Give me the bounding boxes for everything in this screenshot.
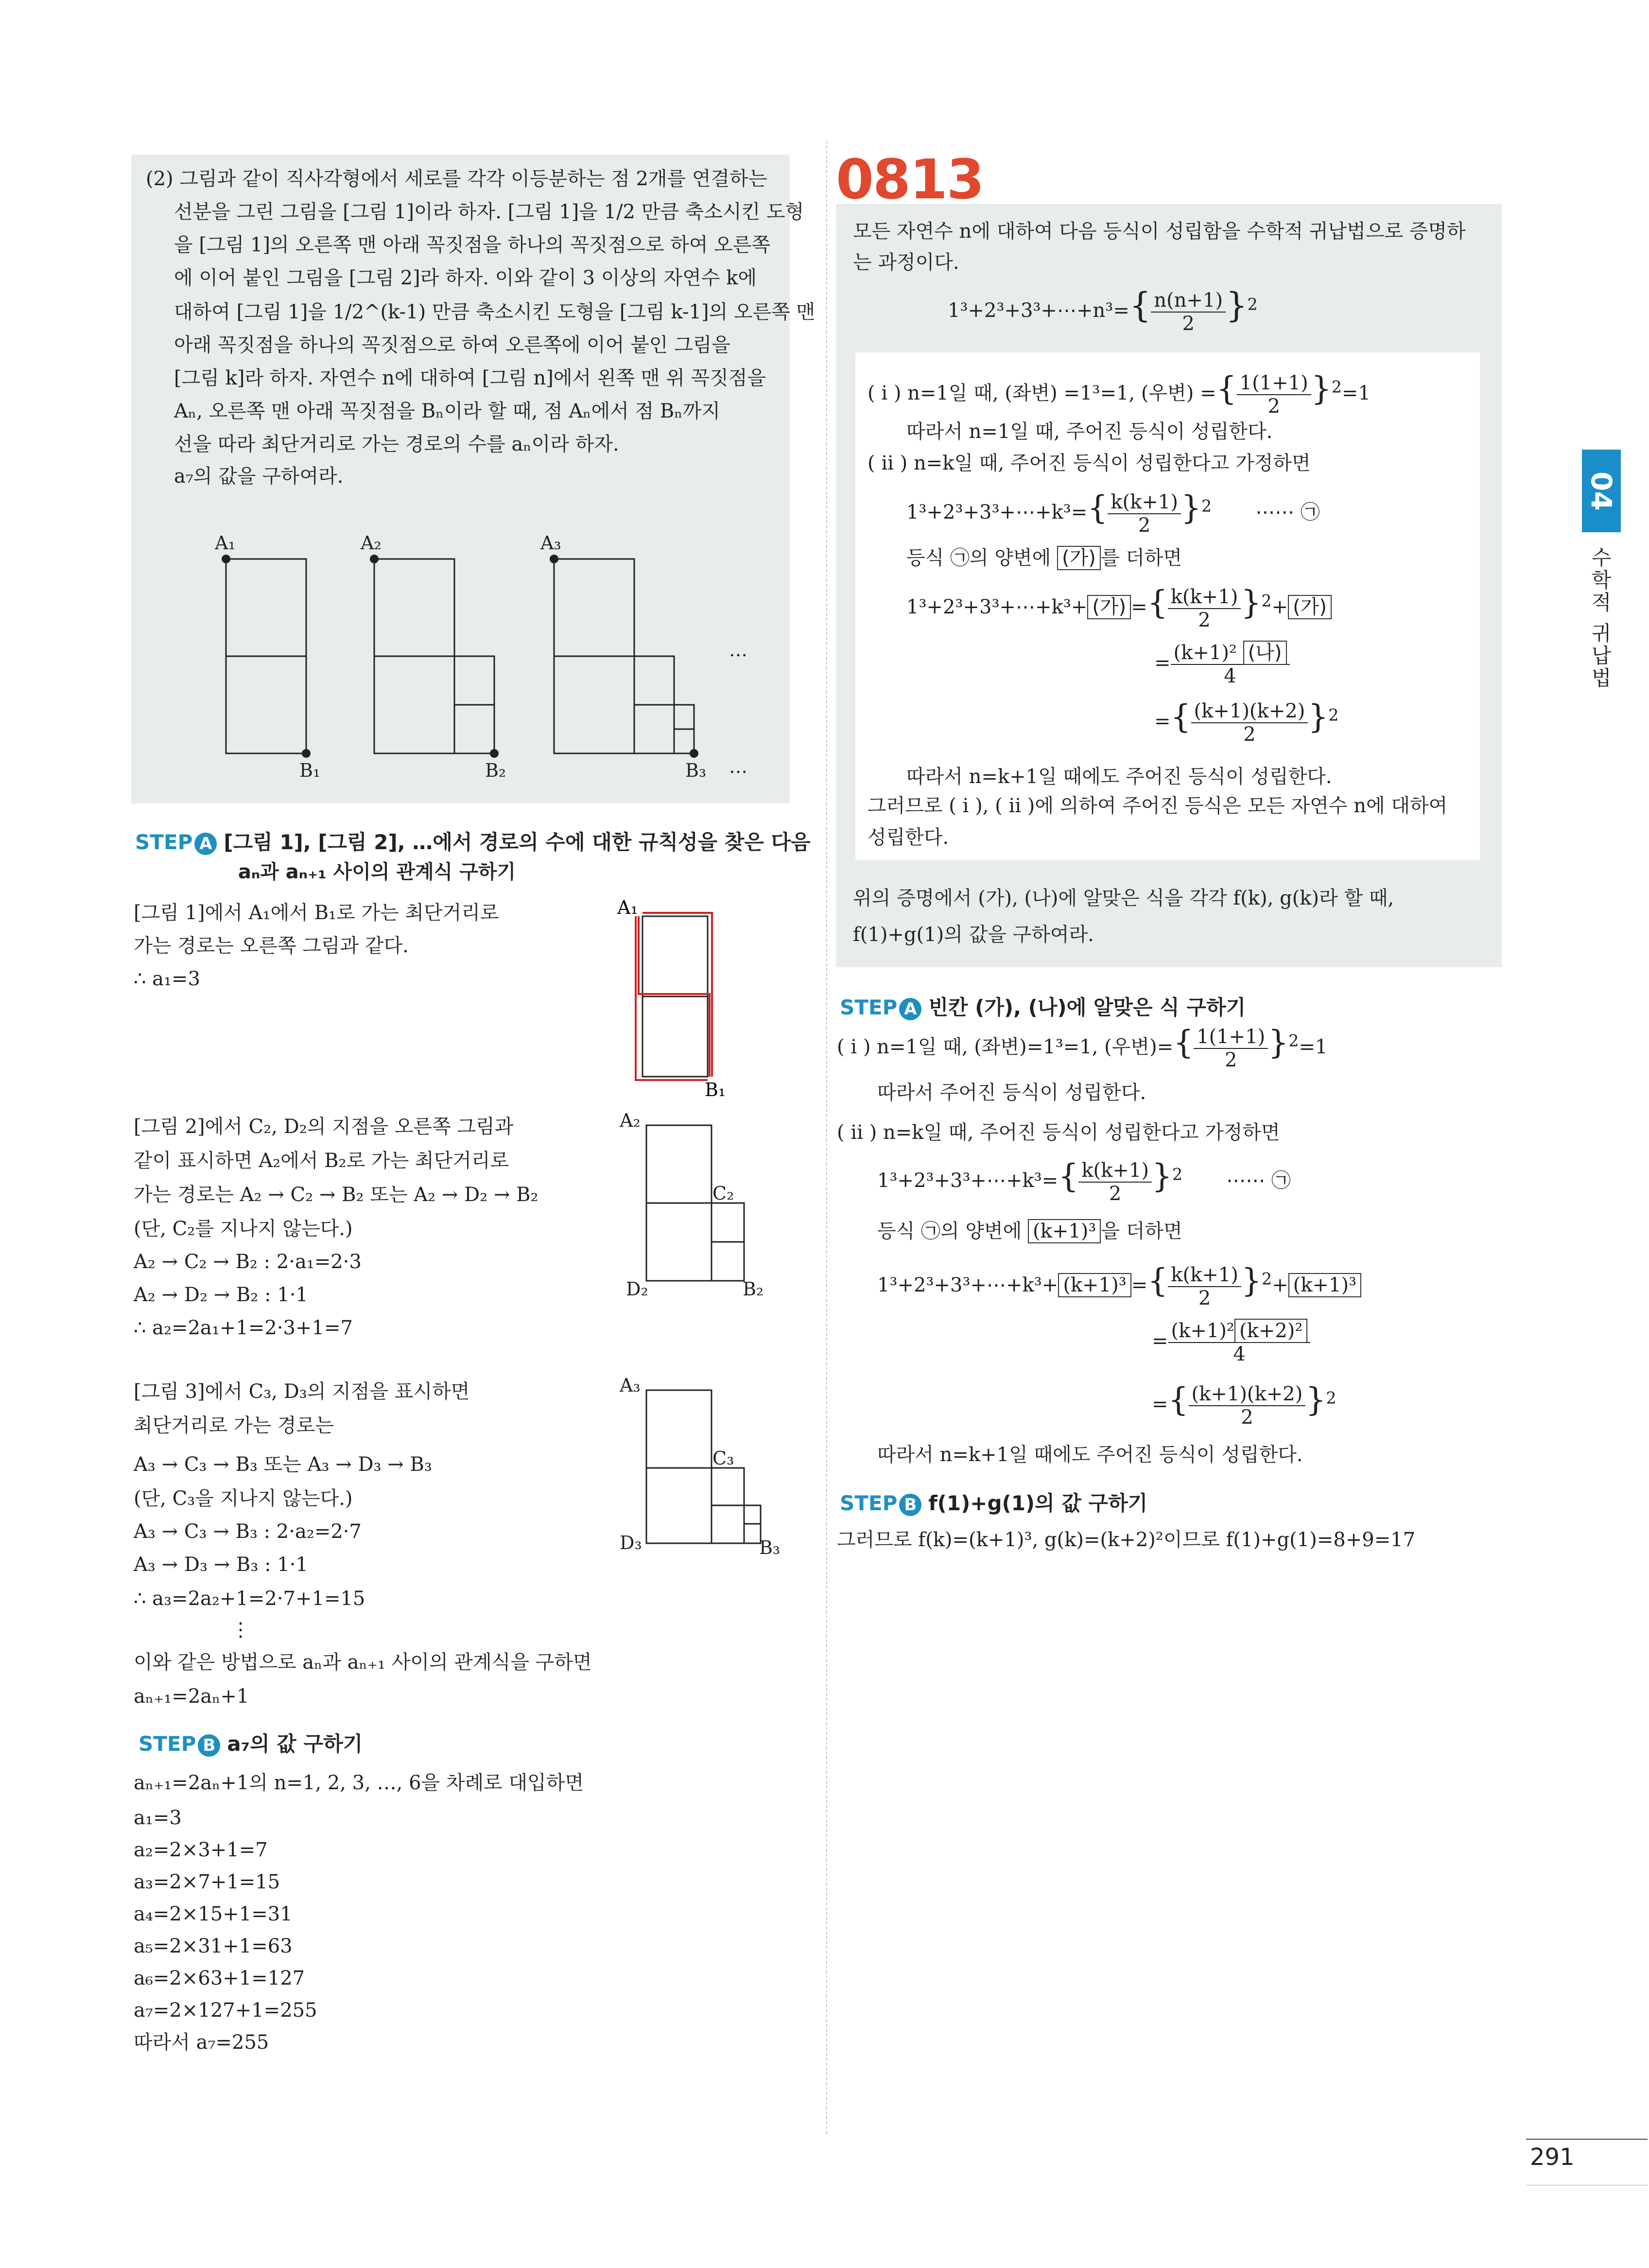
- fraction: [1168, 586, 1241, 631]
- label-b3: B₃: [759, 1537, 781, 1558]
- text-line: A₂ → C₂ → B₂ : 2·a₁=2·3: [134, 1251, 362, 1273]
- text-line: a₇=2×127+1=255: [134, 1999, 317, 2022]
- step-a-heading: [840, 992, 1246, 1021]
- label-c2: C₂: [712, 1183, 734, 1204]
- frac-den: 2: [1138, 514, 1151, 537]
- case-tail: =1: [1341, 382, 1371, 404]
- text-line: aₙ₊₁=2aₙ+1의 n=1, 2, 3, …, 6을 차례로 대입하면: [134, 1772, 584, 1794]
- step-b-heading: [840, 1487, 1147, 1517]
- eq-lhs: 1³+2³+3³+⋯+k³=: [877, 1169, 1059, 1192]
- text-line: 가는 경로는 A₂ → C₂ → B₂ 또는 A₂ → D₂ → B₂: [134, 1184, 538, 1206]
- label-a2: A₂: [620, 1113, 641, 1131]
- text-line: ∴ a₁=3: [134, 968, 201, 990]
- text-line: ⋮: [231, 1619, 250, 1641]
- problem-line: 아래 꼭짓점을 하나의 꼭짓점으로 하여 오른쪽에 이어 붙인 그림을: [174, 334, 730, 356]
- problem-line: Aₙ, 오른쪽 맨 아래 꼭짓점을 Bₙ이라 할 때, 점 Aₙ에서 점 Bₙ까지: [174, 400, 720, 422]
- step-word: STEP: [840, 995, 898, 1019]
- fraction: [1191, 700, 1308, 746]
- problem-figures: [204, 530, 787, 792]
- text-line: (단, C₃을 지나지 않는다.): [134, 1487, 353, 1510]
- frac-num: k(k+1): [1078, 1159, 1152, 1183]
- label-a1: A₁: [617, 899, 638, 918]
- label-d3: D₃: [620, 1532, 642, 1553]
- text-line: aₙ₊₁=2aₙ+1: [134, 1685, 249, 1708]
- chapter-tab: 04: [1582, 450, 1621, 532]
- num-part: (k+1)²: [1173, 642, 1237, 664]
- proof-line: 따라서 n=1일 때, 주어진 등식이 성립한다.: [906, 420, 1273, 443]
- frac-den: 2: [1243, 723, 1256, 746]
- step-title: [그림 1], [그림 2], …에서 경로의 수에 대한 규칙성을 찾은 다음: [224, 830, 811, 854]
- ellipsis: …: [729, 756, 747, 777]
- problem-line: 을 [그림 1]의 오른쪽 맨 아래 꼭짓점을 하나의 꼭짓점으로 하여 오른쪽: [174, 234, 771, 256]
- proof-step-2: [1154, 642, 1290, 687]
- case-tail: =1: [1299, 1036, 1328, 1058]
- intro-line: 모든 자연수 n에 대하여 다음 등식이 성립함을 수학적 귀납법으로 증명하: [853, 220, 1466, 243]
- ellipsis: …: [729, 639, 747, 661]
- text-line: A₃ → D₃ → B₃ : 1·1: [134, 1553, 308, 1576]
- problem-line: a₇의 값을 구하여라.: [174, 465, 344, 488]
- page-number: 291: [1530, 2144, 1575, 2171]
- text-line: [그림 2]에서 C₂, D₂의 지점을 오른쪽 그림과: [134, 1116, 514, 1138]
- sol-line: [877, 1218, 1182, 1245]
- frac-den: 2: [1182, 313, 1195, 335]
- frac-num: (k+1)(k+2): [1189, 1383, 1306, 1406]
- text: 등식 ㉠의 양변에: [877, 1220, 1022, 1242]
- eq-lhs: 1³+2³+3³+⋯+k³=: [906, 501, 1088, 523]
- equals: =: [1154, 652, 1171, 674]
- answer-box-na: (k+2)²: [1234, 1319, 1307, 1343]
- text-line: (단, C₂를 지나지 않는다.): [134, 1218, 353, 1240]
- main-equation: 1³+2³+3³+⋯+n³={ $\frac{n(n+1)}{2}$ }$^2$: [948, 285, 1258, 335]
- frac-den: 4: [1233, 1343, 1246, 1365]
- text: 등식 ㉠의 양변에: [906, 547, 1051, 569]
- sol-line: 따라서 n=k+1일 때에도 주어진 등식이 성립한다.: [877, 1444, 1303, 1466]
- sol-step-2: [1152, 1320, 1310, 1365]
- fraction: [1151, 289, 1226, 335]
- equals: =: [1152, 1330, 1168, 1352]
- proof-hypothesis: 1³+2³+3³+⋯+k³={ $\frac{k(k+1)}{2}$ }$^2$ ⋯⋯ ㉠: [906, 489, 1320, 537]
- label-a2: A₂: [361, 532, 382, 554]
- sol-line: 따라서 주어진 등식이 성립한다.: [877, 1082, 1146, 1104]
- equation-marker: ⋯⋯ ㉠: [1255, 501, 1320, 523]
- step-b-heading: [139, 1728, 363, 1757]
- label-b3: B₃: [685, 760, 707, 781]
- step-a-subtitle: aₙ과 aₙ₊₁ 사이의 관계식 구하기: [238, 861, 516, 883]
- step-word: STEP: [840, 1491, 898, 1515]
- frac-den: 2: [1241, 1406, 1253, 1429]
- label-d2: D₂: [626, 1278, 648, 1300]
- sol-case-1: ( i ) n=1일 때, (좌변)=1³=1, (우변)={ $\frac{1(1+1)}{2}$ }$^2$=1: [837, 1024, 1328, 1071]
- final-answer: 그러므로 f(k)=(k+1)³, g(k)=(k+2)²이므로 f(1)+g(1)=8+9=17: [837, 1529, 1416, 1551]
- blank-ga: (가): [1087, 595, 1131, 619]
- frac-num: [1168, 1320, 1311, 1343]
- question-line: 위의 증명에서 (가), (나)에 알맞은 식을 각각 f(k), g(k)라 할 때,: [853, 887, 1394, 909]
- text-line: A₃ → C₃ → B₃ 또는 A₃ → D₃ → B₃: [134, 1453, 432, 1476]
- proof-step-3: ={ $\frac{(k+1)(k+2)}{2}$ }$^2$: [1154, 698, 1339, 746]
- text-line: a₄=2×15+1=31: [134, 1903, 293, 1925]
- label-a1: A₁: [215, 532, 236, 554]
- problem-line: 대하여 [그림 1]을 1/2^(k-1) 만큼 축소시킨 도형을 [그림 k-1]의 오른쪽 맨: [174, 301, 816, 323]
- text-line: 최단거리로 가는 경로는: [134, 1414, 334, 1437]
- frac-den: 4: [1224, 665, 1236, 687]
- step-title: a₇의 값 구하기: [227, 1732, 363, 1756]
- fraction: [1237, 372, 1311, 418]
- question-line: f(1)+g(1)의 값을 구하여라.: [853, 924, 1094, 946]
- frac-den: 2: [1225, 1049, 1237, 1071]
- label-a3: A₃: [540, 532, 561, 554]
- equals: =: [1131, 1274, 1148, 1296]
- text-line: a₂=2×3+1=7: [134, 1839, 268, 1861]
- plus: +: [1272, 1274, 1288, 1296]
- case-text: ( i ) n=1일 때, (좌변) =1³=1, (우변) =: [868, 382, 1216, 404]
- proof-line: 그러므로 ( i ), ( ii )에 의하여 주어진 등식은 모든 자연수 n에 대하여: [868, 795, 1448, 817]
- text-line: 같이 표시하면 A₂에서 B₂로 가는 최단거리로: [134, 1150, 509, 1172]
- text-line: 이와 같은 방법으로 aₙ과 aₙ₊₁ 사이의 관계식을 구하면: [134, 1651, 592, 1674]
- problem-line: 선분을 그린 그림을 [그림 1]이라 하자. [그림 1]을 1/2 만큼 축소시킨 도형: [174, 201, 804, 223]
- step-title: f(1)+g(1)의 값 구하기: [928, 1491, 1148, 1515]
- frac-num: [1171, 642, 1290, 665]
- eq-lhs: 1³+2³+3³+⋯+k³+: [877, 1274, 1059, 1296]
- answer-box-ga: (k+1)³: [1058, 1273, 1131, 1297]
- frac-num: k(k+1): [1168, 586, 1241, 609]
- text-line: a₃=2×7+1=15: [134, 1871, 280, 1893]
- text: 을 더하면: [1101, 1220, 1182, 1242]
- case-text: ( i ) n=1일 때, (좌변)=1³=1, (우변)=: [837, 1036, 1174, 1058]
- problem-line: 에 이어 붙인 그림을 [그림 2]라 하자. 이와 같이 3 이상의 자연수 k에: [174, 267, 757, 289]
- step-a-heading: [135, 826, 811, 855]
- step-title: 빈칸 (가), (나)에 알맞은 식 구하기: [928, 995, 1246, 1019]
- label-a3: A₃: [620, 1378, 641, 1396]
- figure-1-path: [617, 899, 734, 1103]
- column-divider: [826, 141, 827, 2134]
- frac-den: 2: [1198, 609, 1211, 631]
- fraction: [1078, 1159, 1152, 1205]
- answer-box-ga: (k+1)³: [1288, 1273, 1361, 1297]
- text-line: ∴ a₂=2a₁+1=2·3+1=7: [134, 1317, 353, 1339]
- frac-num: 1(1+1): [1194, 1026, 1268, 1049]
- fraction: [1194, 1026, 1268, 1071]
- sol-step-3: ={ $\frac{(k+1)(k+2)}{2}$ }$^2$: [1152, 1381, 1337, 1429]
- problem-line: [그림 k]라 하자. 자연수 n에 대하여 [그림 n]에서 왼쪽 맨 위 꼭짓점을: [174, 367, 766, 389]
- frac-num: k(k+1): [1108, 491, 1181, 514]
- problem-line: 선을 따라 최단거리로 가는 경로의 수를 aₙ이라 하자.: [174, 433, 619, 455]
- proof-line: 성립한다.: [868, 826, 949, 849]
- problem-number: 0813: [836, 148, 984, 211]
- sol-step-1: 1³+2³+3³+⋯+k³+ (k+1)³ ={ $\frac{k(k+1)}{2}$ }$^2$+ (k+1)³: [877, 1264, 1361, 1309]
- step-word: STEP: [135, 830, 193, 854]
- frac-num: n(n+1): [1151, 289, 1226, 313]
- answer-box-ga: (k+1)³: [1028, 1219, 1101, 1243]
- fraction: [1189, 1383, 1306, 1429]
- text-line: ∴ a₃=2a₂+1=2·7+1=15: [134, 1588, 365, 1610]
- equation-marker: ⋯⋯ ㉠: [1226, 1169, 1291, 1192]
- fraction: [1168, 1320, 1311, 1365]
- frac-num: k(k+1): [1168, 1264, 1241, 1287]
- text-line: A₂ → D₂ → B₂ : 1·1: [134, 1284, 308, 1306]
- blank-ga: (가): [1288, 595, 1332, 619]
- chapter-label: 수학적 귀납법: [1588, 547, 1612, 690]
- text-line: A₃ → C₃ → B₃ : 2·a₂=2·7: [134, 1520, 362, 1543]
- proof-line: [906, 544, 1182, 572]
- step-badge: B: [198, 1734, 220, 1757]
- label-b1: B₁: [705, 1079, 726, 1100]
- proof-line: 따라서 n=k+1일 때에도 주어진 등식이 성립한다.: [906, 766, 1332, 788]
- figure-2: [617, 1113, 773, 1308]
- frac-den: 2: [1198, 1287, 1211, 1309]
- text-line: 가는 경로는 오른쪽 그림과 같다.: [134, 935, 409, 957]
- text: 를 더하면: [1100, 547, 1182, 569]
- intro-line: 는 과정이다.: [853, 251, 959, 274]
- frac-num: 1(1+1): [1237, 372, 1311, 395]
- proof-step-1: 1³+2³+3³+⋯+k³+ (가) ={ $\frac{k(k+1)}{2}$ }$^2$+ (가): [906, 586, 1332, 631]
- plus: +: [1271, 596, 1288, 618]
- eq-lhs: 1³+2³+3³+⋯+k³+: [906, 596, 1088, 618]
- equals: =: [1131, 596, 1147, 618]
- frac-den: 2: [1109, 1183, 1122, 1205]
- text-line: [그림 3]에서 C₃, D₃의 지점을 표시하면: [134, 1380, 470, 1403]
- step-badge: B: [899, 1494, 921, 1516]
- frac-num: (k+1)(k+2): [1191, 700, 1308, 723]
- step-badge: A: [899, 998, 921, 1020]
- label-b2: B₂: [485, 760, 506, 781]
- equals: =: [1152, 1393, 1168, 1415]
- fraction: [1171, 642, 1290, 687]
- fraction: [1168, 1264, 1241, 1309]
- text-line: a₁=3: [134, 1807, 182, 1829]
- label-c3: C₃: [712, 1448, 734, 1469]
- figure-3: [617, 1378, 792, 1563]
- eq-lhs: 1³+2³+3³+⋯+n³=: [948, 299, 1129, 322]
- blank-ga: (가): [1057, 546, 1101, 570]
- blank-na: (나): [1243, 641, 1287, 665]
- proof-case-1: ( i ) n=1일 때, (좌변) =1³=1, (우변) ={ $\frac{1(1+1)}{2}$ }$^2$=1: [868, 370, 1371, 418]
- sol-hypothesis: 1³+2³+3³+⋯+k³={ $\frac{k(k+1)}{2}$ }$^2$ ⋯⋯ ㉠: [877, 1157, 1291, 1205]
- equals: =: [1154, 710, 1171, 733]
- problem-line: (2) 그림과 같이 직사각형에서 세로를 각각 이등분하는 점 2개를 연결하는: [146, 168, 767, 190]
- sol-line: ( ii ) n=k일 때, 주어진 등식이 성립한다고 가정하면: [837, 1121, 1280, 1144]
- label-b2: B₂: [743, 1278, 764, 1300]
- frac-den: 2: [1267, 395, 1280, 418]
- text-line: a₆=2×63+1=127: [134, 1967, 305, 1989]
- step-badge: A: [194, 833, 217, 855]
- proof-line: ( ii ) n=k일 때, 주어진 등식이 성립한다고 가정하면: [868, 452, 1311, 474]
- text-line: 따라서 a₇=255: [134, 2031, 269, 2054]
- step-word: STEP: [139, 1732, 196, 1756]
- text-line: a₅=2×31+1=63: [134, 1935, 293, 1957]
- text-line: [그림 1]에서 A₁에서 B₁로 가는 최단거리로: [134, 902, 499, 924]
- page-number-rule: [1526, 2139, 1648, 2140]
- num-part: (k+1)²: [1171, 1320, 1234, 1342]
- label-b1: B₁: [299, 760, 321, 781]
- fraction: [1108, 491, 1181, 537]
